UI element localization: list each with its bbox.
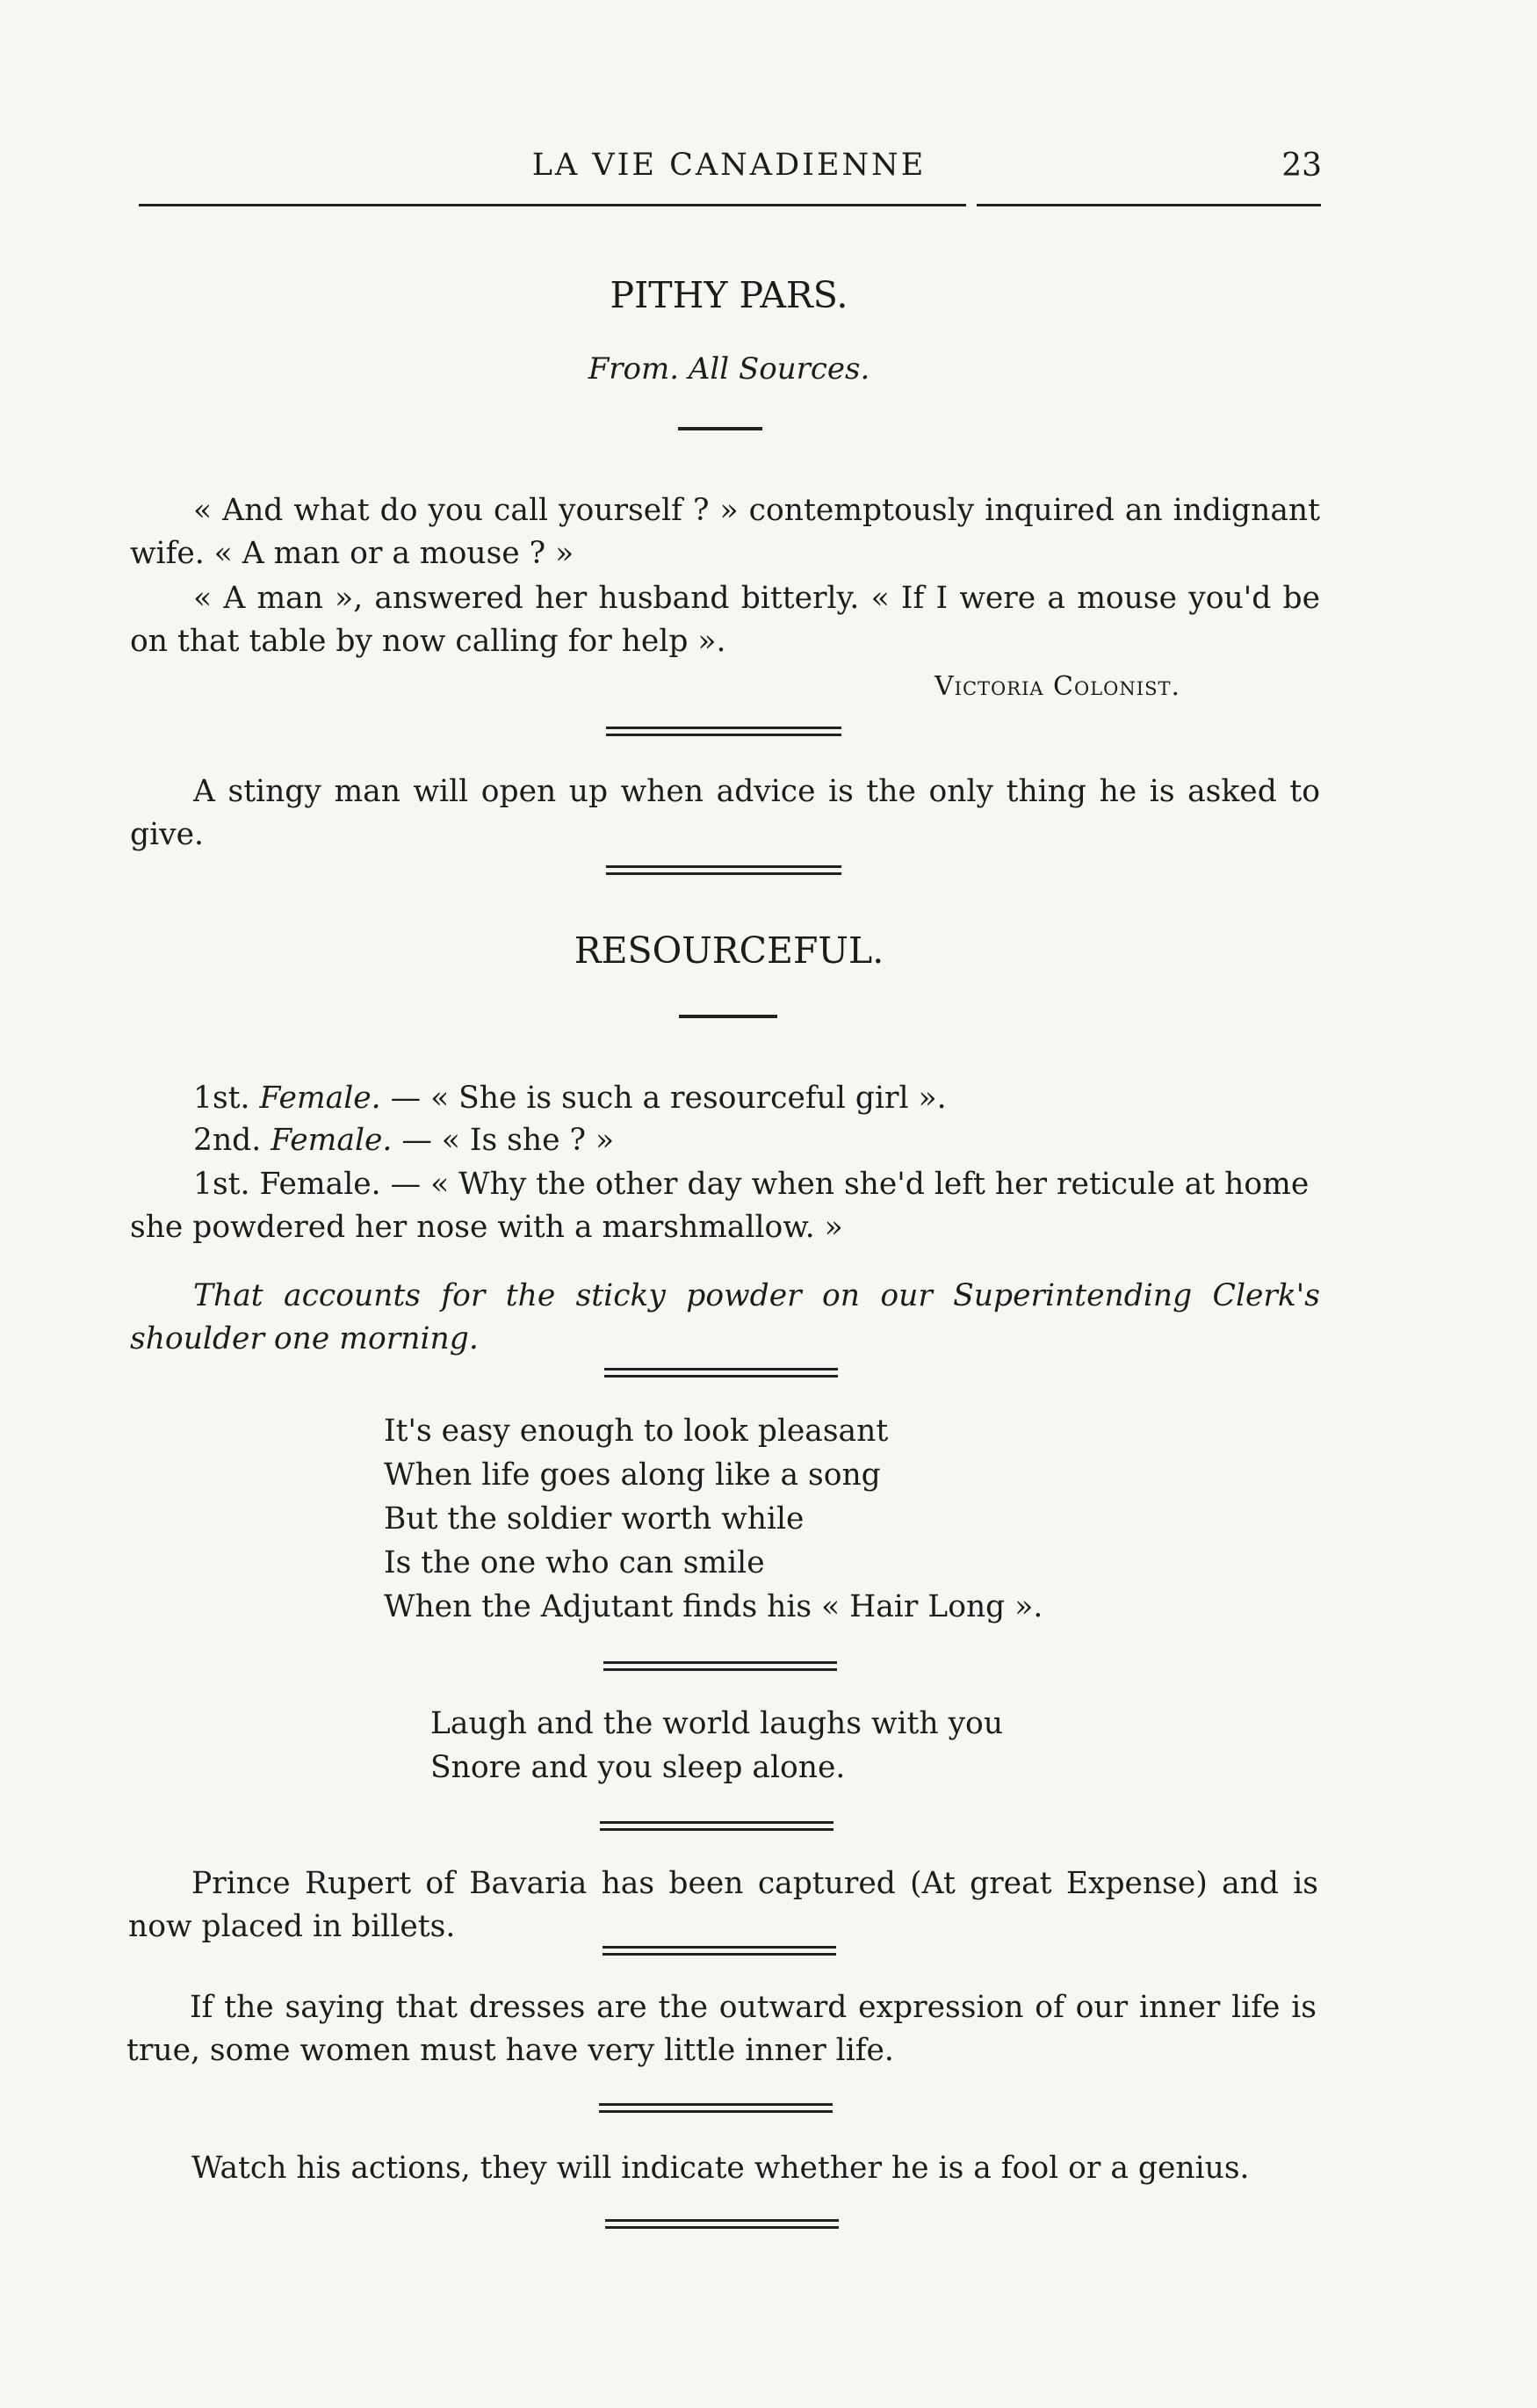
dialog-line-3: 1st. Female. — « Why the other day when she'd left her reticule at home xyxy=(193,1167,1310,1202)
verse-line: It's easy enough to look pleasant xyxy=(384,1414,889,1449)
double-rule xyxy=(605,2219,839,2229)
header-rule-right xyxy=(977,204,1321,206)
section-title-pithy-pars: PITHY PARS. xyxy=(610,274,848,316)
header-rule-left xyxy=(139,204,966,206)
double-rule xyxy=(606,865,841,875)
short-rule xyxy=(679,1015,777,1018)
verse-line: When the Adjutant finds his « Hair Long ». xyxy=(384,1589,1043,1624)
section-title-resourceful: RESOURCEFUL. xyxy=(574,929,884,972)
double-rule xyxy=(603,1946,836,1956)
double-rule xyxy=(604,1368,838,1378)
anecdote-paragraph-2: « A man », answered her husband bitterly. « If I were a mouse you'd be on that table by now calling for help ». xyxy=(130,581,1320,659)
dialog-line: 2nd. Female. — « Is she ? » xyxy=(193,1123,615,1158)
prince-rupert-paragraph: Prince Rupert of Bavaria has been captured (At great Expense) and is now placed in billets. xyxy=(128,1866,1318,1944)
anecdote-paragraph-1: « And what do you call yourself ? » contemptously inquired an indignant wife. « A man or a mouse ? » xyxy=(130,493,1320,571)
dresses-paragraph: If the saying that dresses are the outward expression of our inner life is true, some women must have very little inner life. xyxy=(126,1990,1317,2068)
dialog-continuation: she powdered her nose with a marshmallow. » xyxy=(130,1210,843,1245)
double-rule xyxy=(599,2103,833,2113)
short-rule xyxy=(678,427,762,430)
verse-1 xyxy=(384,1409,1043,1629)
source-credit: Victoria Colonist. xyxy=(934,671,1180,702)
verse-line: Is the one who can smile xyxy=(384,1545,765,1580)
page-number: 23 xyxy=(1281,148,1322,184)
comment-paragraph: That accounts for the sticky powder on our Superintending Clerk's shoulder one morning. xyxy=(130,1278,1320,1356)
running-head xyxy=(136,148,1322,192)
verse-line: But the soldier worth while xyxy=(384,1501,805,1537)
verse-line: When life goes along like a song xyxy=(384,1457,881,1493)
verse-line: Laugh and the world laughs with you xyxy=(430,1706,1004,1741)
verse-2 xyxy=(430,1702,1003,1790)
dialog-line: 1st. Female. — « She is such a resourceful girl ». xyxy=(193,1081,947,1116)
verse-line: Snore and you sleep alone. xyxy=(430,1750,846,1785)
double-rule xyxy=(606,727,841,736)
stingy-man-paragraph: A stingy man will open up when advice is the only thing he is asked to give. xyxy=(130,774,1320,852)
actions-paragraph: Watch his actions, they will indicate whether he is a fool or a genius. xyxy=(191,2151,1250,2186)
double-rule xyxy=(603,1661,837,1671)
section-subtitle: From. All Sources. xyxy=(588,351,870,387)
running-title: LA VIE CANADIENNE xyxy=(531,148,927,183)
double-rule xyxy=(600,1821,833,1831)
